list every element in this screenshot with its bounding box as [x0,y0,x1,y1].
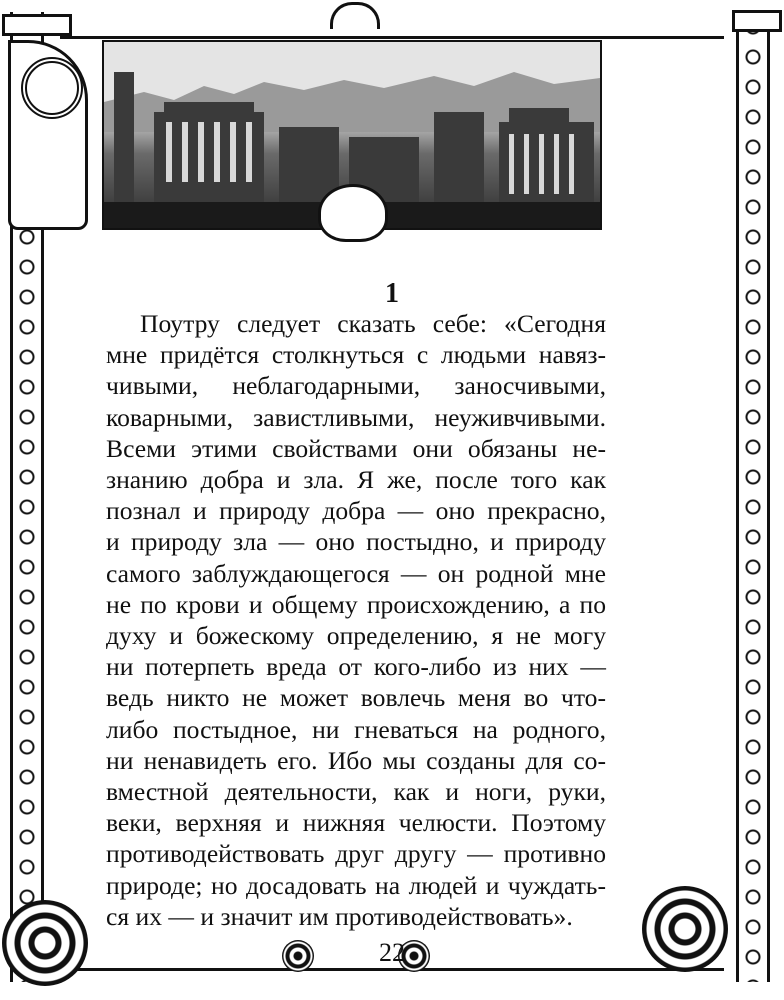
text-line: ни ненавидеть его. Ибо мы созданы для со- [106,745,606,775]
text-line: природе; но досадовать на людей и чуждать- [106,870,606,900]
text-line: ся их — и значит им противодействовать». [106,901,573,931]
text-line: знанию добра и зла. Я же, после того как [106,465,606,495]
engraving-emblem-ornament [318,184,388,242]
text-line: веки, верхняя и нижняя челюсти. Поэтому [106,808,606,838]
text-line: противодействовать друг другу — противно [106,839,606,869]
text-line: вместной деятельности, как и ноги, руки, [106,777,606,807]
right-capital-ornament [732,10,782,32]
text-line: чивыми, неблагодарными, заносчивыми, [106,371,606,401]
text-line: ни потерпеть вреда от кого-либо из них — [106,652,606,682]
left-scroll-ornament [8,40,88,230]
text-line: коварными, завистливыми, неуживчивыми. [106,402,606,432]
left-capital-ornament [2,14,72,36]
text-line: ведь никто не может вовлечь меня во что- [106,683,606,713]
text-line: познал и природу добра — оно прекрасно, [106,496,606,526]
frame-bottom-rule [60,968,724,971]
text-line: не по крови и общему происхождению, а по [106,589,606,619]
chapter-number: 1 [385,278,399,309]
text-line: либо постыдное, ни гневаться на родного, [106,714,606,744]
frame-top-rule [60,36,724,39]
text-line: духу и божескому определению, я не могу [106,621,606,651]
text-line: Поутру следует сказать себе: «Сегодня [140,309,606,338]
page-number: 22 [379,938,405,967]
text-line: и природу зла — оно постыдно, и природу [106,527,606,557]
text-line: Всеми этими свойствами они обязаны не- [106,433,606,463]
text-line: самого заблуждающегося — он родной мне [106,558,606,588]
right-column-ornament [736,12,770,982]
body-text [106,308,606,932]
top-finial-ornament [330,2,380,29]
text-line: мне придётся столкнуться с людьми навяз- [106,340,606,370]
